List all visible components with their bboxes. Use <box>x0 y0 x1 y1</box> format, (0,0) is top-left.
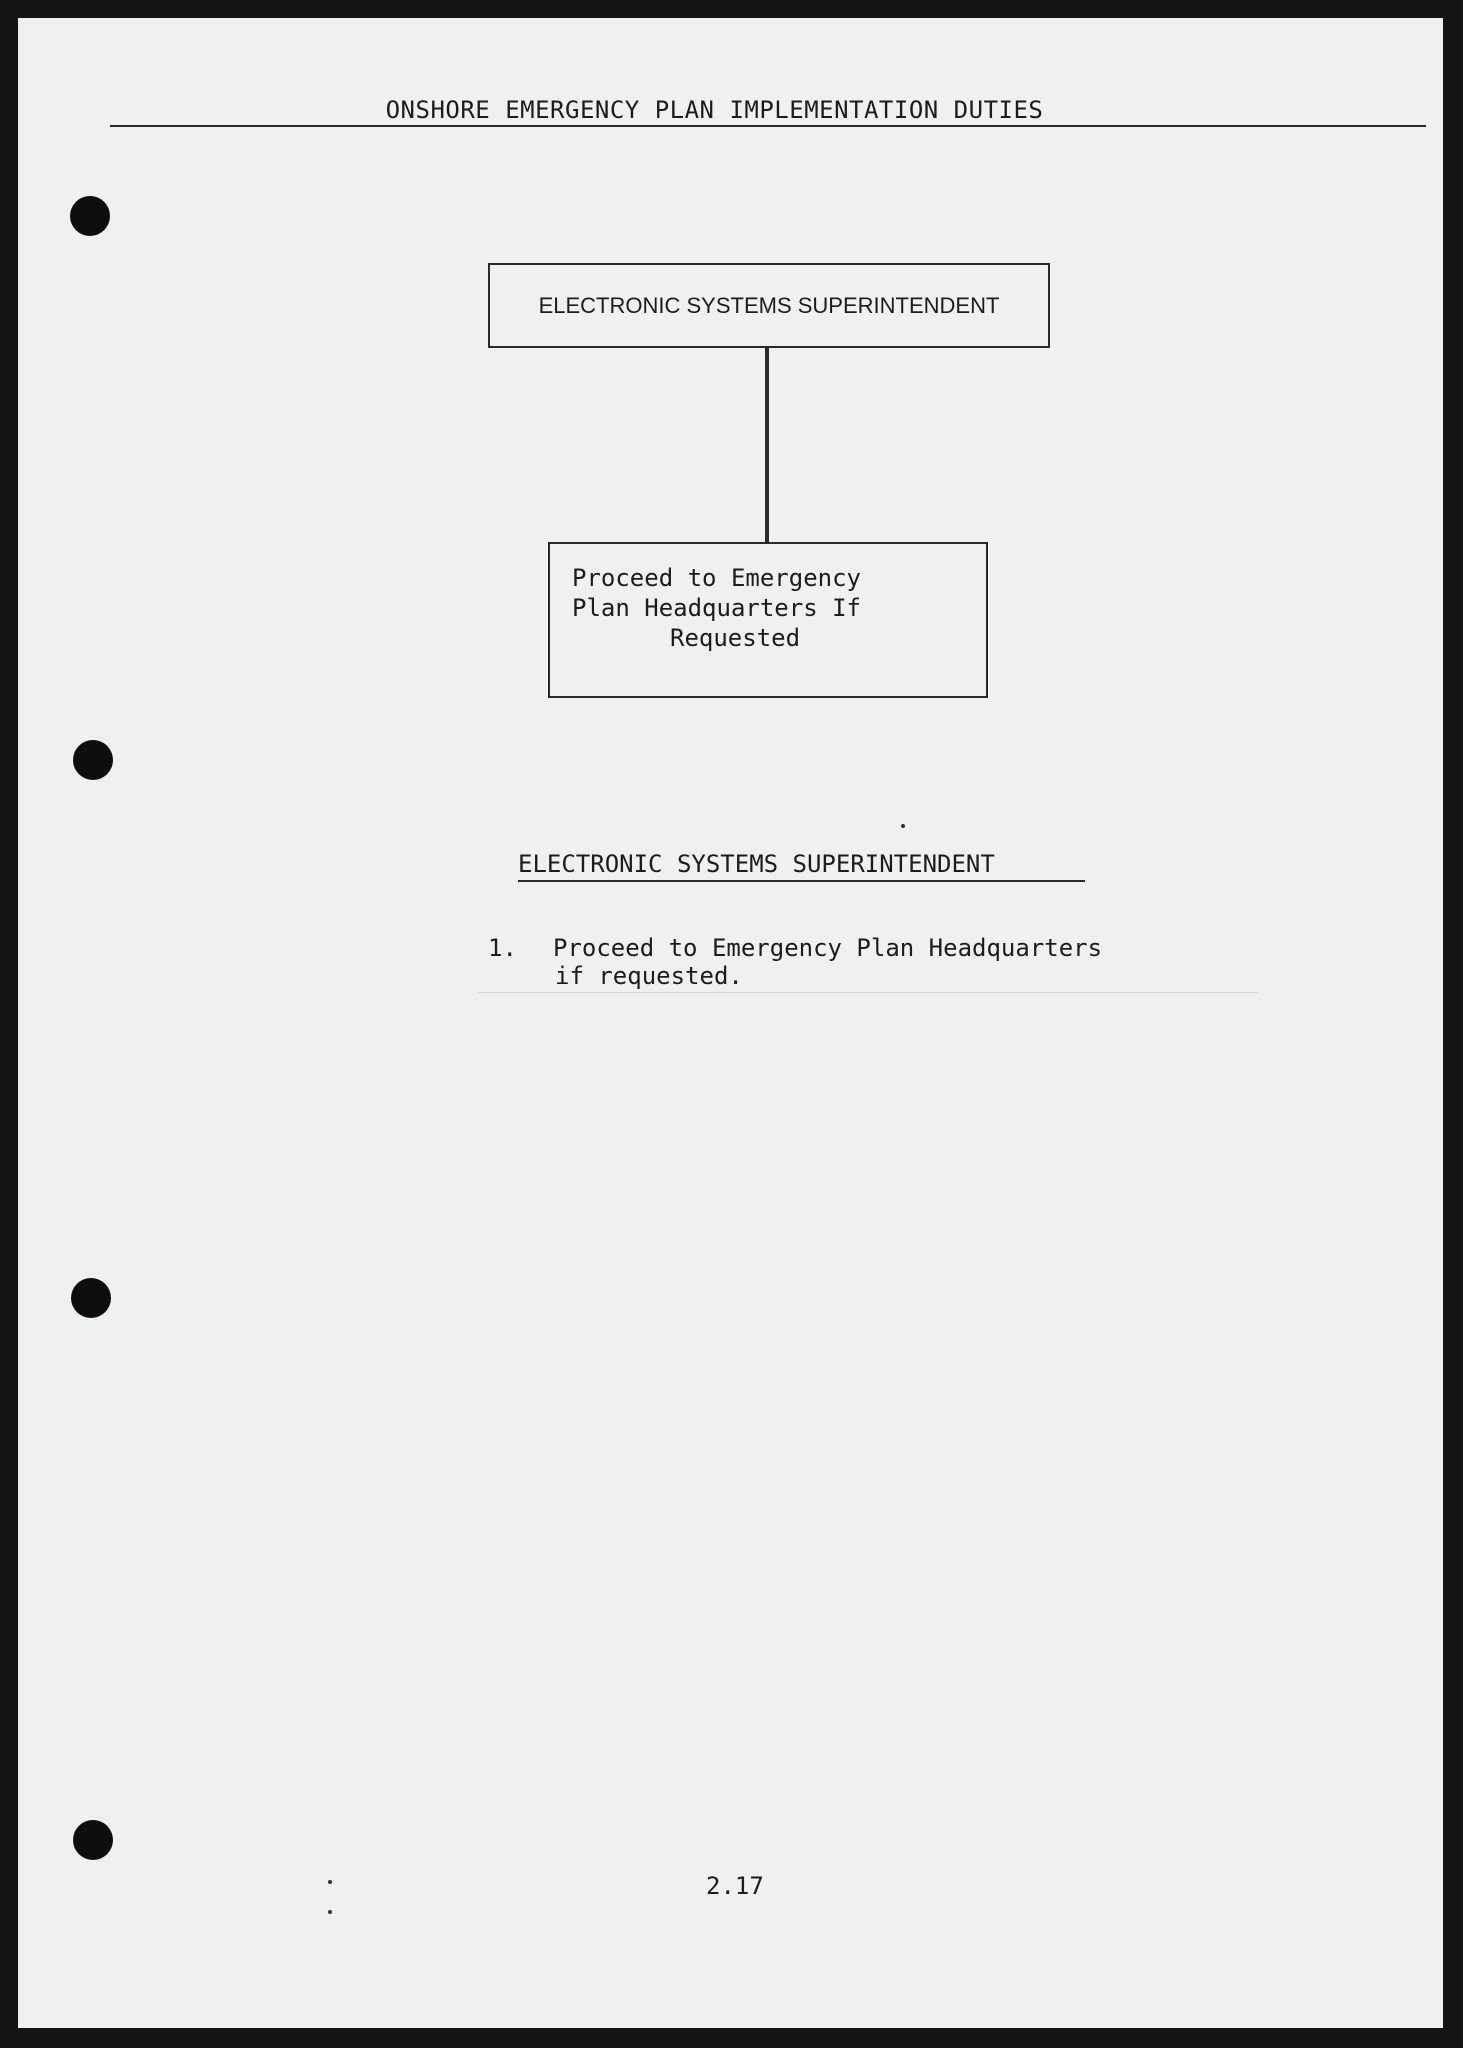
list-item-text <box>553 934 1102 990</box>
duty-box-line: Proceed to Emergency <box>572 564 861 592</box>
faint-rule <box>478 992 1258 993</box>
page-number: 2.17 <box>706 1872 764 1900</box>
list-item-line: if requested. <box>555 962 743 990</box>
punch-hole <box>73 1820 113 1860</box>
section-heading-underline <box>518 880 1085 882</box>
section-heading: ELECTRONIC SYSTEMS SUPERINTENDENT <box>518 850 995 878</box>
org-chart-top-box-label: ELECTRONIC SYSTEMS SUPERINTENDENT <box>538 292 1000 318</box>
duty-box-line: Requested <box>670 624 801 652</box>
document-page <box>18 18 1443 2028</box>
header-rule <box>110 125 1426 127</box>
list-item-number: 1. <box>488 934 517 962</box>
punch-hole <box>71 1278 111 1318</box>
paper-speck <box>328 1910 332 1914</box>
org-chart-connector <box>765 348 769 542</box>
page-header-title: ONSHORE EMERGENCY PLAN IMPLEMENTATION DUTIES <box>385 96 1044 124</box>
punch-hole <box>73 740 113 780</box>
list-item-line: Proceed to Emergency Plan Headquarters <box>553 934 1103 962</box>
org-chart-top-box <box>488 263 1050 348</box>
paper-speck <box>901 824 905 828</box>
org-chart-duty-box <box>548 542 988 698</box>
duty-box-line: Plan Headquarters If <box>572 594 861 622</box>
punch-hole <box>70 196 110 236</box>
paper-speck <box>328 1880 332 1884</box>
